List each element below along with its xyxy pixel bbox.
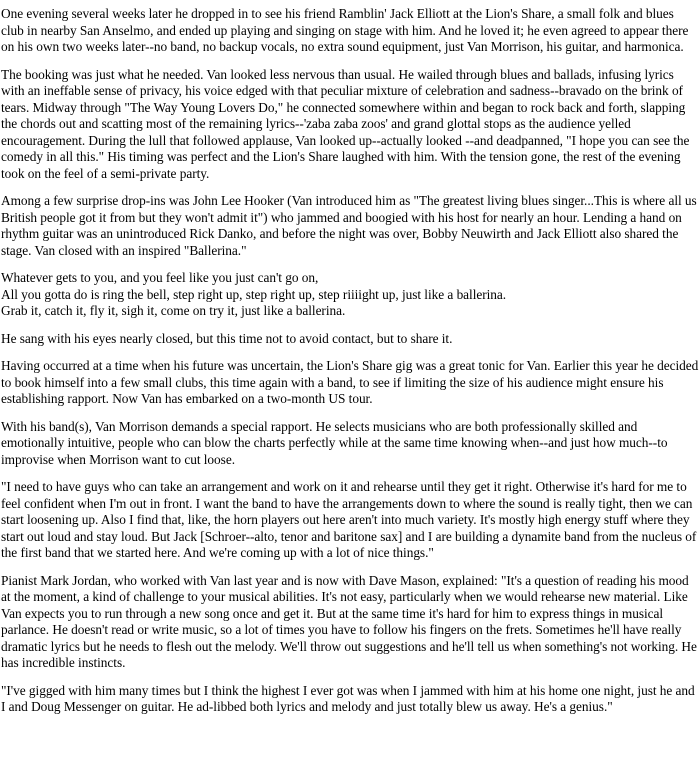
paragraph-band-rapport: With his band(s), Van Morrison demands a special rapport. He selects musicians who are both professionally skilled and emotionally intuitive, people who can blow the charts perfectly while at the same time knowing when--and just how much--to improvise when Morrison want to cut loose. <box>1 418 668 467</box>
paragraph-genius-quote: "I've gigged with him many times but I think the highest I ever got was when I jammed with him at his home one night, just he and I and Doug Messenger on guitar. He ad-libbed both lyrics and melody and just totally blew us away. He's a genius." <box>1 682 695 714</box>
paragraph-booking: The booking was just what he needed. Van looked less nervous than usual. He wailed through blues and ballads, infusing lyrics with an ineffable sense of privacy, his voice edged with that peculiar mixture of celebration and sadness--bravado on the brink of tears. Midway through "The Way Young Lovers Do," he connected somewhere within and began to rock back and forth, slapping the chords out and scatting most of the remaining lyrics--'zaba zaba zoos' and grand glottal stops as the audience yelled encouragement. During the lull that followed applause, Van looked up--actually looked --and deadpanned, "I hope you can see the comedy in all this." His timing was perfect and the Lion's Share laughed with him. With the tension gone, the rest of the evening took on the feel of a semi-private party. <box>1 66 690 181</box>
paragraph-lions-share-visit: One evening several weeks later he dropped in to see his friend Ramblin' Jack Elliott at the Lion's Share, a small folk and blues club in nearby San Anselmo, and ended up playing and singing on stage with him. And he loved it; he even agreed to appear there on his own two weeks later--no band, no backup vocals, no extra sound equipment, just Van Morrison, his guitar, and harmonica. <box>1 6 689 54</box>
paragraph-quote-arrangement: "I need to have guys who can take an arrangement and work on it and rehearse until they get it right. Otherwise it's hard for me to feel confident when I'm out in front. I want the band to have the arrangements down to where the sound is really tight, then we can start loosening up. Also I find that, like, the horn players out here aren't into much variety. It's mostly high energy stuff where they start out loud and stay loud. But Jack [Schroer--alto, tenor and baritone sax] and I are building a dynamite band from the nucleus of the first band that we started here. And we're coming up with a lot of nice things." <box>1 479 697 560</box>
paragraph-eyes-closed: He sang with his eyes nearly closed, but this time not to avoid contact, but to share it. <box>1 330 453 346</box>
lyric-line: All you gotta do is ring the bell, step right up, step right up, step riiiight up, just like a ballerina. <box>1 286 507 302</box>
lyric-line: Whatever gets to you, and you feel like you just can't go on, <box>1 270 319 285</box>
lyric-line: Grab it, catch it, fly it, sigh it, come on try it, just like a ballerina. <box>1 303 346 318</box>
lyrics-block <box>1 270 699 320</box>
paragraph-mark-jordan: Pianist Mark Jordan, who worked with Van last year and is now with Dave Mason, explained: "It's a question of reading his mood at the moment, a kind of challenge to your musical abilities. It's not easy, particularly when we would rehearse new material. Like Van expects you to run through a new song once and get it. But at the same time it's hard for him to express things in musical parlance. He doesn't read or write music, so a lot of times you have to follow his fingers on the frets. Sometimes he'll have really dramatic lyrics but he needs to flesh out the melody. We'll throw out suggestions and he'll tell us when something's not working. He has incredible instincts. <box>1 572 697 670</box>
paragraph-tonic: Having occurred at a time when his future was uncertain, the Lion's Share gig was a great tonic for Van. Earlier this year he decided to book himself into a few small clubs, this time again with a band, to see if limiting the size of his audience might ensure his establishing rapport. Now Van has embarked on a two-month US tour. <box>1 358 699 406</box>
paragraph-drop-ins: Among a few surprise drop-ins was John Lee Hooker (Van introduced him as "The greatest living blues singer...This is where all us British people got it from but they won't admit it") who jammed and boogied with his host for nearly an hour. Lending a hand on rhythm guitar was an unintroduced Rick Danko, and before the night was over, Bobby Neuwirth and Jack Elliott also shared the stage. Van closed with an inspired "Ballerina." <box>1 193 697 258</box>
